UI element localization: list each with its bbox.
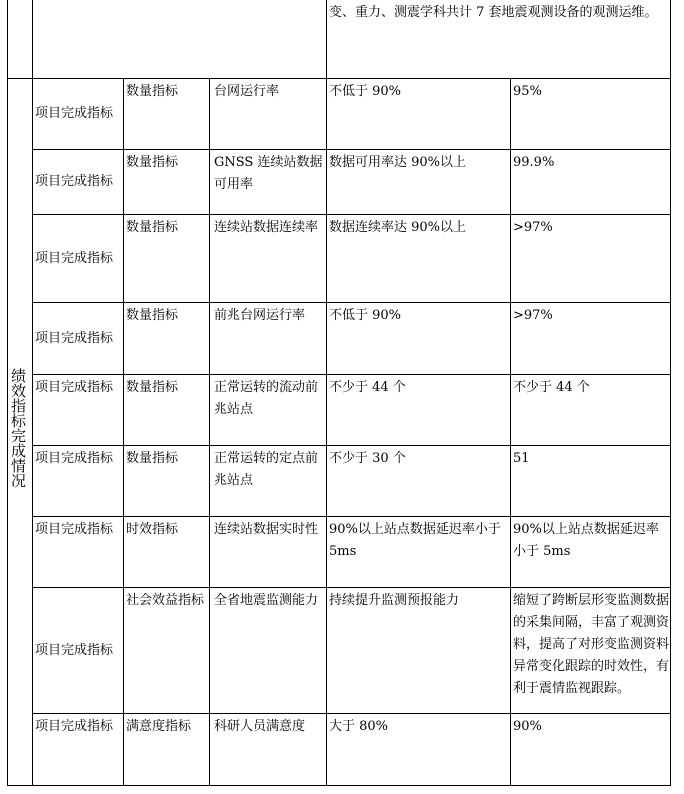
blank-cell — [8, 0, 33, 79]
indicator-level1: 项目完成指标 — [33, 588, 124, 714]
actual-value: 90%以上站点数据延迟率小于 5ms — [511, 517, 671, 588]
table-row — [8, 79, 671, 150]
table-row — [8, 150, 671, 215]
table-row — [8, 714, 671, 786]
table-row — [8, 303, 671, 375]
target-value: 不少于 44 个 — [327, 375, 511, 446]
target-value: 数据可用率达 90%以上 — [327, 150, 511, 215]
indicator-level3: 科研人员满意度 — [210, 714, 327, 786]
table-row — [8, 446, 671, 517]
indicator-level1: 项目完成指标 — [33, 215, 124, 303]
actual-value: 缩短了跨断层形变监测数据的采集间隔，丰富了观测资料，提高了对形变监测资料异常变化跟踪的时效性，有利于震情监视跟踪。 — [511, 588, 671, 714]
target-value: 不少于 30 个 — [327, 446, 511, 517]
indicator-level1: 项目完成指标 — [33, 517, 124, 588]
blank-cell — [33, 0, 327, 79]
table-row — [8, 375, 671, 446]
indicator-level2: 满意度指标 — [124, 714, 210, 786]
indicator-level1: 项目完成指标 — [33, 714, 124, 786]
indicator-level3: 全省地震监测能力 — [210, 588, 327, 714]
continuation-text: 变、重力、测震学科共计 7 套地震观测设备的观测运维。 — [327, 0, 671, 79]
target-value: 持续提升监测预报能力 — [327, 588, 511, 714]
indicator-level3: GNSS 连续站数据可用率 — [210, 150, 327, 215]
indicator-level3: 正常运转的定点前兆站点 — [210, 446, 327, 517]
actual-value: 90% — [511, 714, 671, 786]
indicator-level2: 时效指标 — [124, 517, 210, 588]
indicator-level2: 数量指标 — [124, 375, 210, 446]
indicator-level3: 连续站数据实时性 — [210, 517, 327, 588]
section-label-cell — [8, 79, 33, 786]
table-row-continuation — [8, 0, 671, 79]
indicator-level2: 数量指标 — [124, 79, 210, 150]
target-value: 不低于 90% — [327, 79, 511, 150]
indicator-level2: 数量指标 — [124, 446, 210, 517]
target-value: 数据连续率达 90%以上 — [327, 215, 511, 303]
indicator-level2: 数量指标 — [124, 215, 210, 303]
actual-value: 51 — [511, 446, 671, 517]
indicator-level1: 项目完成指标 — [33, 375, 124, 446]
target-value: 不低于 90% — [327, 303, 511, 375]
indicator-level1: 项目完成指标 — [33, 150, 124, 215]
indicator-level2: 数量指标 — [124, 303, 210, 375]
actual-value: >97% — [511, 303, 671, 375]
table-row — [8, 588, 671, 714]
actual-value: 95% — [511, 79, 671, 150]
actual-value: 不少于 44 个 — [511, 375, 671, 446]
indicator-level1: 项目完成指标 — [33, 79, 124, 150]
indicator-level3: 正常运转的流动前兆站点 — [210, 375, 327, 446]
target-value: 大于 80% — [327, 714, 511, 786]
actual-value: >97% — [511, 215, 671, 303]
indicator-level3: 连续站数据连续率 — [210, 215, 327, 303]
performance-table — [7, 0, 671, 786]
table-row — [8, 215, 671, 303]
actual-value: 99.9% — [511, 150, 671, 215]
table-row — [8, 517, 671, 588]
indicator-level2: 社会效益指标 — [124, 588, 210, 714]
indicator-level3: 前兆台网运行率 — [210, 303, 327, 375]
indicator-level3: 台网运行率 — [210, 79, 327, 150]
section-label: 绩效指标完成情况 — [9, 368, 27, 488]
target-value: 90%以上站点数据延迟率小于 5ms — [327, 517, 511, 588]
indicator-level1: 项目完成指标 — [33, 446, 124, 517]
indicator-level2: 数量指标 — [124, 150, 210, 215]
indicator-level1: 项目完成指标 — [33, 303, 124, 375]
